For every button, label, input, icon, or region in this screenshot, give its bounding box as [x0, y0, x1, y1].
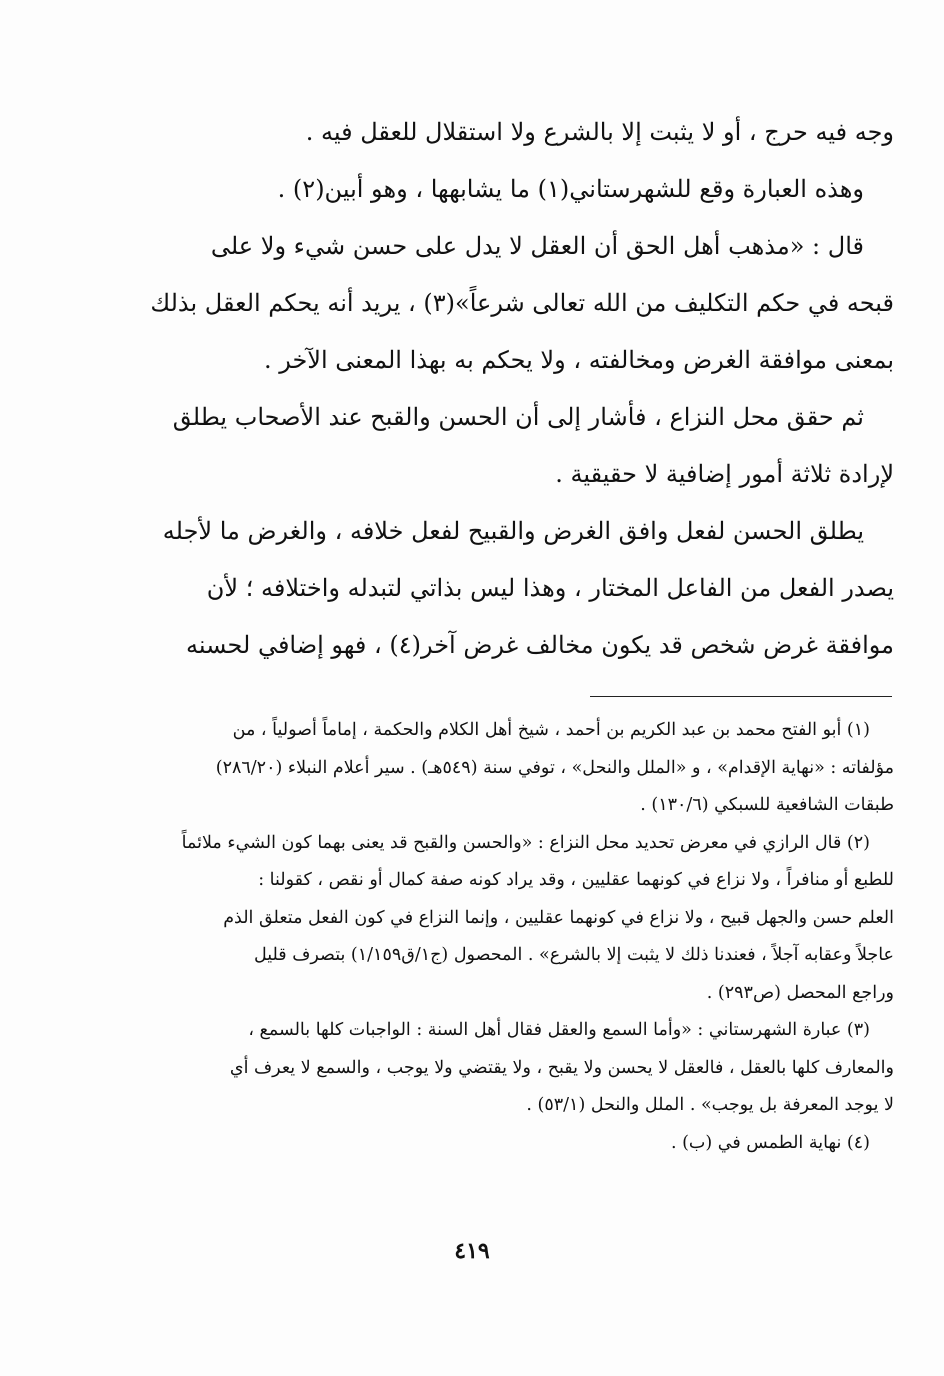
body-line: وهذه العبارة وقع للشهرستاني(١) ما يشابهها ، وهو أبين(٢) . [277, 175, 864, 203]
body-line: وجه فيه حرج ، أو لا يثبت إلا بالشرع ولا استقلال للعقل فيه . [305, 118, 894, 146]
footnote-separator [590, 696, 892, 697]
main-text [134, 104, 894, 674]
footnote-line: وراجع المحصل (ص٢٩٣) . [706, 982, 894, 1003]
page-number: ٤١٩ [454, 1238, 490, 1264]
footnotes [134, 712, 894, 1162]
footnote-line: (١) أبو الفتح محمد بن عبد الكريم بن أحمد ، شيخ أهل الكلام والحكمة ، إماماً أصولياً ، من [232, 720, 870, 740]
footnote-line: لا يوجد المعرفة بل يوجب» . الملل والنحل (٥٣/١) . [526, 1095, 894, 1115]
footnote-line: عاجلاً وعقابه آجلاً ، فعندنا ذلك لا يثبت إلا بالشرع» . المحصول (ج١/ق١/١٥٩) بتصرف قليل [253, 945, 894, 965]
footnote-line: (٣) عبارة الشهرستاني : «وأما السمع والعقل فقال أهل السنة : الواجبات كلها بالسمع ، [248, 1020, 870, 1040]
footnote-line: (٢) قال الرازي في معرض تحديد محل النزاع : «والحسن والقبح قد يعنى بهما كون الشيء ملائماً [181, 832, 870, 853]
footnote-line: طبقات الشافعية للسبكي (١٣٠/٦) . [640, 795, 894, 815]
footnote-line: للطبع أو منافراً ، ولا نزاع في كونهما عقليين ، وقد يراد كونه صفة كمال أو نقص ، كقولنا : [258, 870, 894, 890]
footnote-line: (٤) نهاية الطمس في (ب) . [670, 1132, 870, 1153]
footnote-line: العلم حسن والجهل قبيح ، ولا نزاع في كونهما عقليين ، وإنما النزاع في كون الفعل متعلق الذم [223, 907, 894, 928]
body-line: موافقة غرض شخص قد يكون مخالف غرض آخر(٤) ، فهو إضافي لحسنه [186, 631, 894, 659]
body-line: يصدر الفعل من الفاعل المختار ، وهذا ليس بذاتي لتبدله واختلافه ؛ لأن [206, 574, 894, 602]
body-line: يطلق الحسن لفعل وافق الغرض والقبيح لفعل خلافه ، والغرض ما لأجله [162, 517, 864, 545]
footnote-line: والمعارف كلها بالعقل ، فالعقل لا يحسن ولا يقبح ، ولا يقتضي ولا يوجب ، والسمع لا يعرف أي [229, 1057, 894, 1078]
body-line: لإرادة ثلاثة أمور إضافية لا حقيقية . [555, 460, 894, 488]
body-line: ثم حقق محل النزاع ، فأشار إلى أن الحسن والقبح عند الأصحاب يطلق [172, 403, 864, 431]
footnote-line: مؤلفاته : «نهاية الإقدام» ، و «الملل والنحل» ، توفي سنة (٥٤٩هـ) . سير أعلام النبلاء (٢٨٦/٢٠) [215, 757, 894, 778]
body-line: قبحه في حكم التكليف من الله تعالى شرعاً»(٣) ، يريد أنه يحكم العقل بذلك [150, 289, 894, 317]
body-line: قال : «مذهب أهل الحق أن العقل لا يدل على حسن شيء ولا على [210, 232, 864, 260]
body-line: بمعنى موافقة الغرض ومخالفته ، ولا يحكم به بهذا المعنى الآخر . [263, 346, 894, 374]
